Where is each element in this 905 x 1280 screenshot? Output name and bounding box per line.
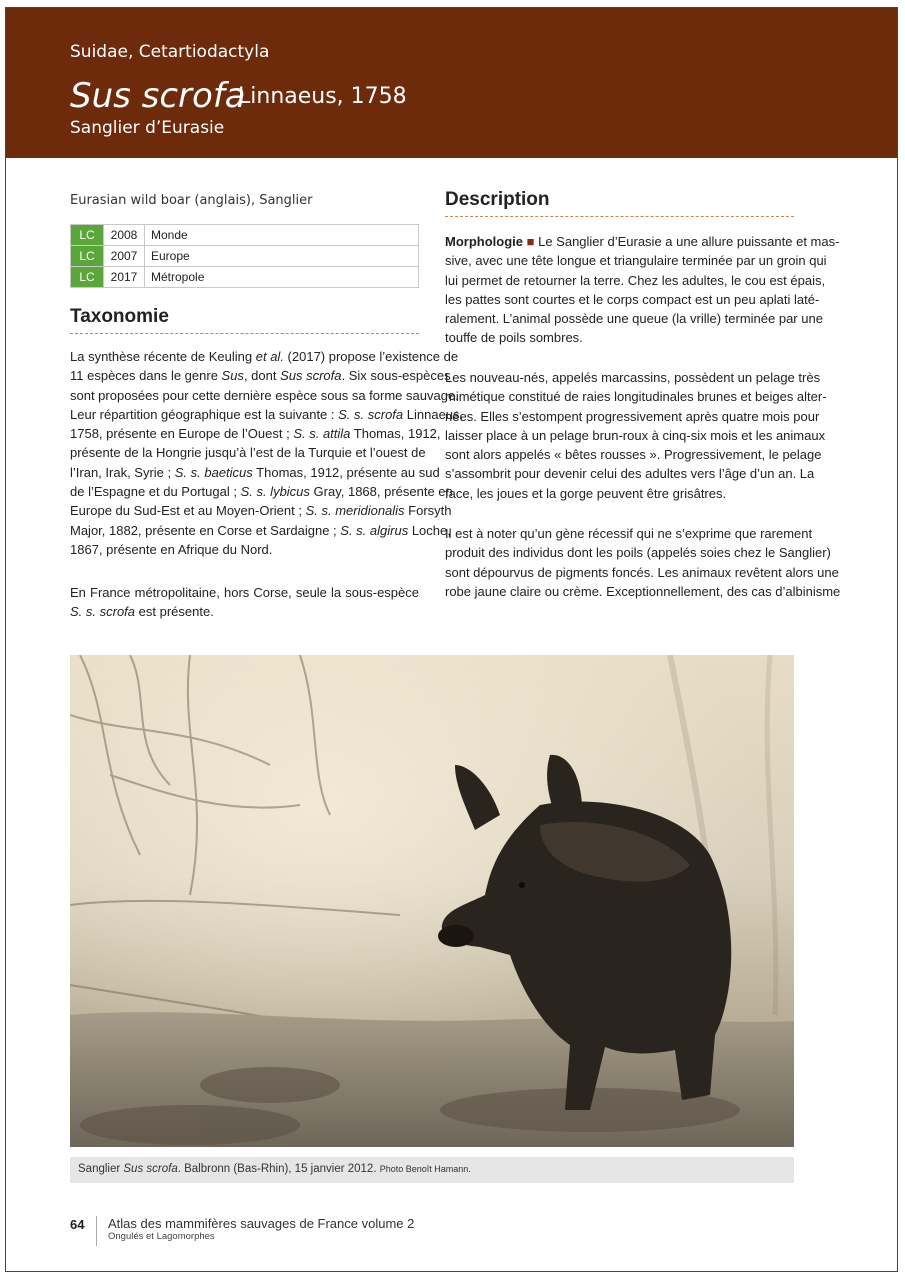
text-line: robe jaune claire ou crème. Exceptionnellement, des cas d’albinisme — [445, 583, 841, 599]
text-line: 11 espèces dans le genre Sus, dont Sus scrofa. Six sous-espèces — [70, 368, 451, 384]
status-category: LC — [71, 267, 104, 288]
text-line: 1867, présente en Afrique du Nord. — [70, 541, 273, 557]
photo-credit: Photo Benoît Hamann. — [379, 1164, 471, 1174]
text-line: sont proposées pour cette dernière espèce sous sa forme sauvage. — [70, 387, 459, 403]
text-line: lui permet de retourner la terre. Chez les adultes, le cou est épais, — [445, 272, 826, 288]
description-rule — [445, 216, 794, 217]
description-paragraph-1-rest — [445, 251, 827, 347]
text-line: ralement. L’animal possède une queue (la vrille) terminée par une — [445, 311, 823, 327]
text-line: La synthèse récente de Keuling et al. (2017) propose l’existence de — [70, 349, 459, 364]
text-line: de l’Espagne et du Portugal ; S. s. lybicus Gray, 1868, présente en — [70, 484, 453, 500]
status-year: 2007 — [104, 246, 145, 267]
text-line: Europe du Sud-Est et au Moyen-Orient ; S. s. meridionalis Forsyth — [70, 503, 452, 519]
taxonomie-paragraph-2 — [70, 583, 419, 622]
taxonomie-heading: Taxonomie — [70, 306, 169, 327]
text-line: mimétique constitué de raies longitudinales brunes et beiges alter- — [445, 389, 827, 405]
text-line: Le Sanglier d’Eurasie a une allure puissante et mas- — [534, 234, 840, 249]
status-row — [71, 225, 419, 246]
book-subtitle: Ongulés et Lagomorphes — [108, 1231, 215, 1242]
book-title: Atlas des mammifères sauvages de France volume 2 — [108, 1216, 415, 1231]
header-band — [6, 8, 897, 158]
description-paragraph-2 — [445, 368, 827, 503]
text-line: Leur répartition géographique est la suivante : S. s. scrofa Linnaeus, — [70, 406, 464, 422]
caption-text: . Balbronn (Bas-Rhin), 15 janvier 2012. — [177, 1163, 380, 1175]
caption-prefix: Sanglier — [78, 1163, 124, 1175]
species-name: Sus scrofa — [70, 76, 246, 116]
text-line: sont dépourvus de pigments foncés. Les animaux revêtent alors une — [445, 564, 839, 580]
page-number: 64 — [70, 1217, 85, 1232]
alternate-names: Eurasian wild boar (anglais), Sanglier — [70, 193, 313, 208]
status-year: 2017 — [104, 267, 145, 288]
text-line: 1758, présente en Europe de l’Ouest ; S. s. attila Thomas, 1912, — [70, 426, 441, 442]
text-line: sont alors appelés « bêtes rousses ». Progressivement, le pelage — [445, 447, 822, 463]
bullet-icon: ■ — [526, 234, 535, 249]
text-line: s’assombrit pour devenir celui des adultes vers l’âge d’un an. La — [445, 466, 815, 482]
text-line: les pattes sont courtes et le corps compact est un peu aplati laté- — [445, 291, 820, 307]
text-line: Les nouveau-nés, appelés marcassins, possèdent un pelage très — [445, 370, 821, 385]
text-line: Major, 1882, présente en Corse et Sardaigne ; S. s. algirus Loche, — [70, 522, 451, 538]
status-category: LC — [71, 225, 104, 246]
status-row — [71, 267, 419, 288]
conservation-status-table — [70, 224, 419, 288]
footer-divider — [96, 1216, 97, 1246]
photo-caption — [78, 1163, 471, 1175]
description-paragraph-3 — [445, 524, 841, 601]
species-author: Linnaeus, 1758 — [238, 84, 407, 109]
text-line: l’Iran, Irak, Syrie ; S. s. baeticus Thomas, 1912, présente au sud — [70, 464, 440, 480]
wild-boar-photo — [70, 655, 794, 1147]
taxonomie-paragraph-1 — [70, 347, 464, 559]
description-heading: Description — [445, 189, 550, 210]
text-line: Il est à noter qu’un gène récessif qui ne s’exprime que rarement — [445, 526, 813, 541]
family-name: Suidae, Cetartiodactyla — [70, 42, 270, 62]
text-line: nées. Elles s’estompent progressivement après quatre mois pour — [445, 408, 820, 424]
text-line: touffe de poils sombres. — [445, 330, 583, 346]
caption-bar — [70, 1157, 794, 1183]
morphologie-label: Morphologie — [445, 234, 523, 249]
status-year: 2008 — [104, 225, 145, 246]
status-region: Métropole — [145, 267, 419, 288]
text-line: face, les joues et la gorge peuvent être grisâtres. — [445, 485, 727, 501]
description-paragraph-1 — [445, 232, 840, 348]
status-region: Europe — [145, 246, 419, 267]
text-line: sive, avec une tête longue et triangulaire terminée par un groin qui — [445, 253, 827, 269]
text-line: présente de la Hongrie jusqu’à l’est de la Turquie et l’ouest de — [70, 445, 426, 461]
taxonomie-rule — [70, 333, 419, 334]
status-row — [71, 246, 419, 267]
status-category: LC — [71, 246, 104, 267]
text-line: S. s. scrofa est présente. — [70, 604, 214, 620]
text-line: En France métropolitaine, hors Corse, seule la sous-espèce — [70, 585, 419, 600]
caption-species: Sus scrofa — [123, 1163, 178, 1175]
text-line: laisser place à un pelage brun-roux à cinq-six mois et les animaux — [445, 427, 826, 443]
status-region: Monde — [145, 225, 419, 246]
common-name: Sanglier d’Eurasie — [70, 118, 225, 138]
text-line: produit des individus dont les poils (appelés soies chez le Sanglier) — [445, 545, 831, 561]
